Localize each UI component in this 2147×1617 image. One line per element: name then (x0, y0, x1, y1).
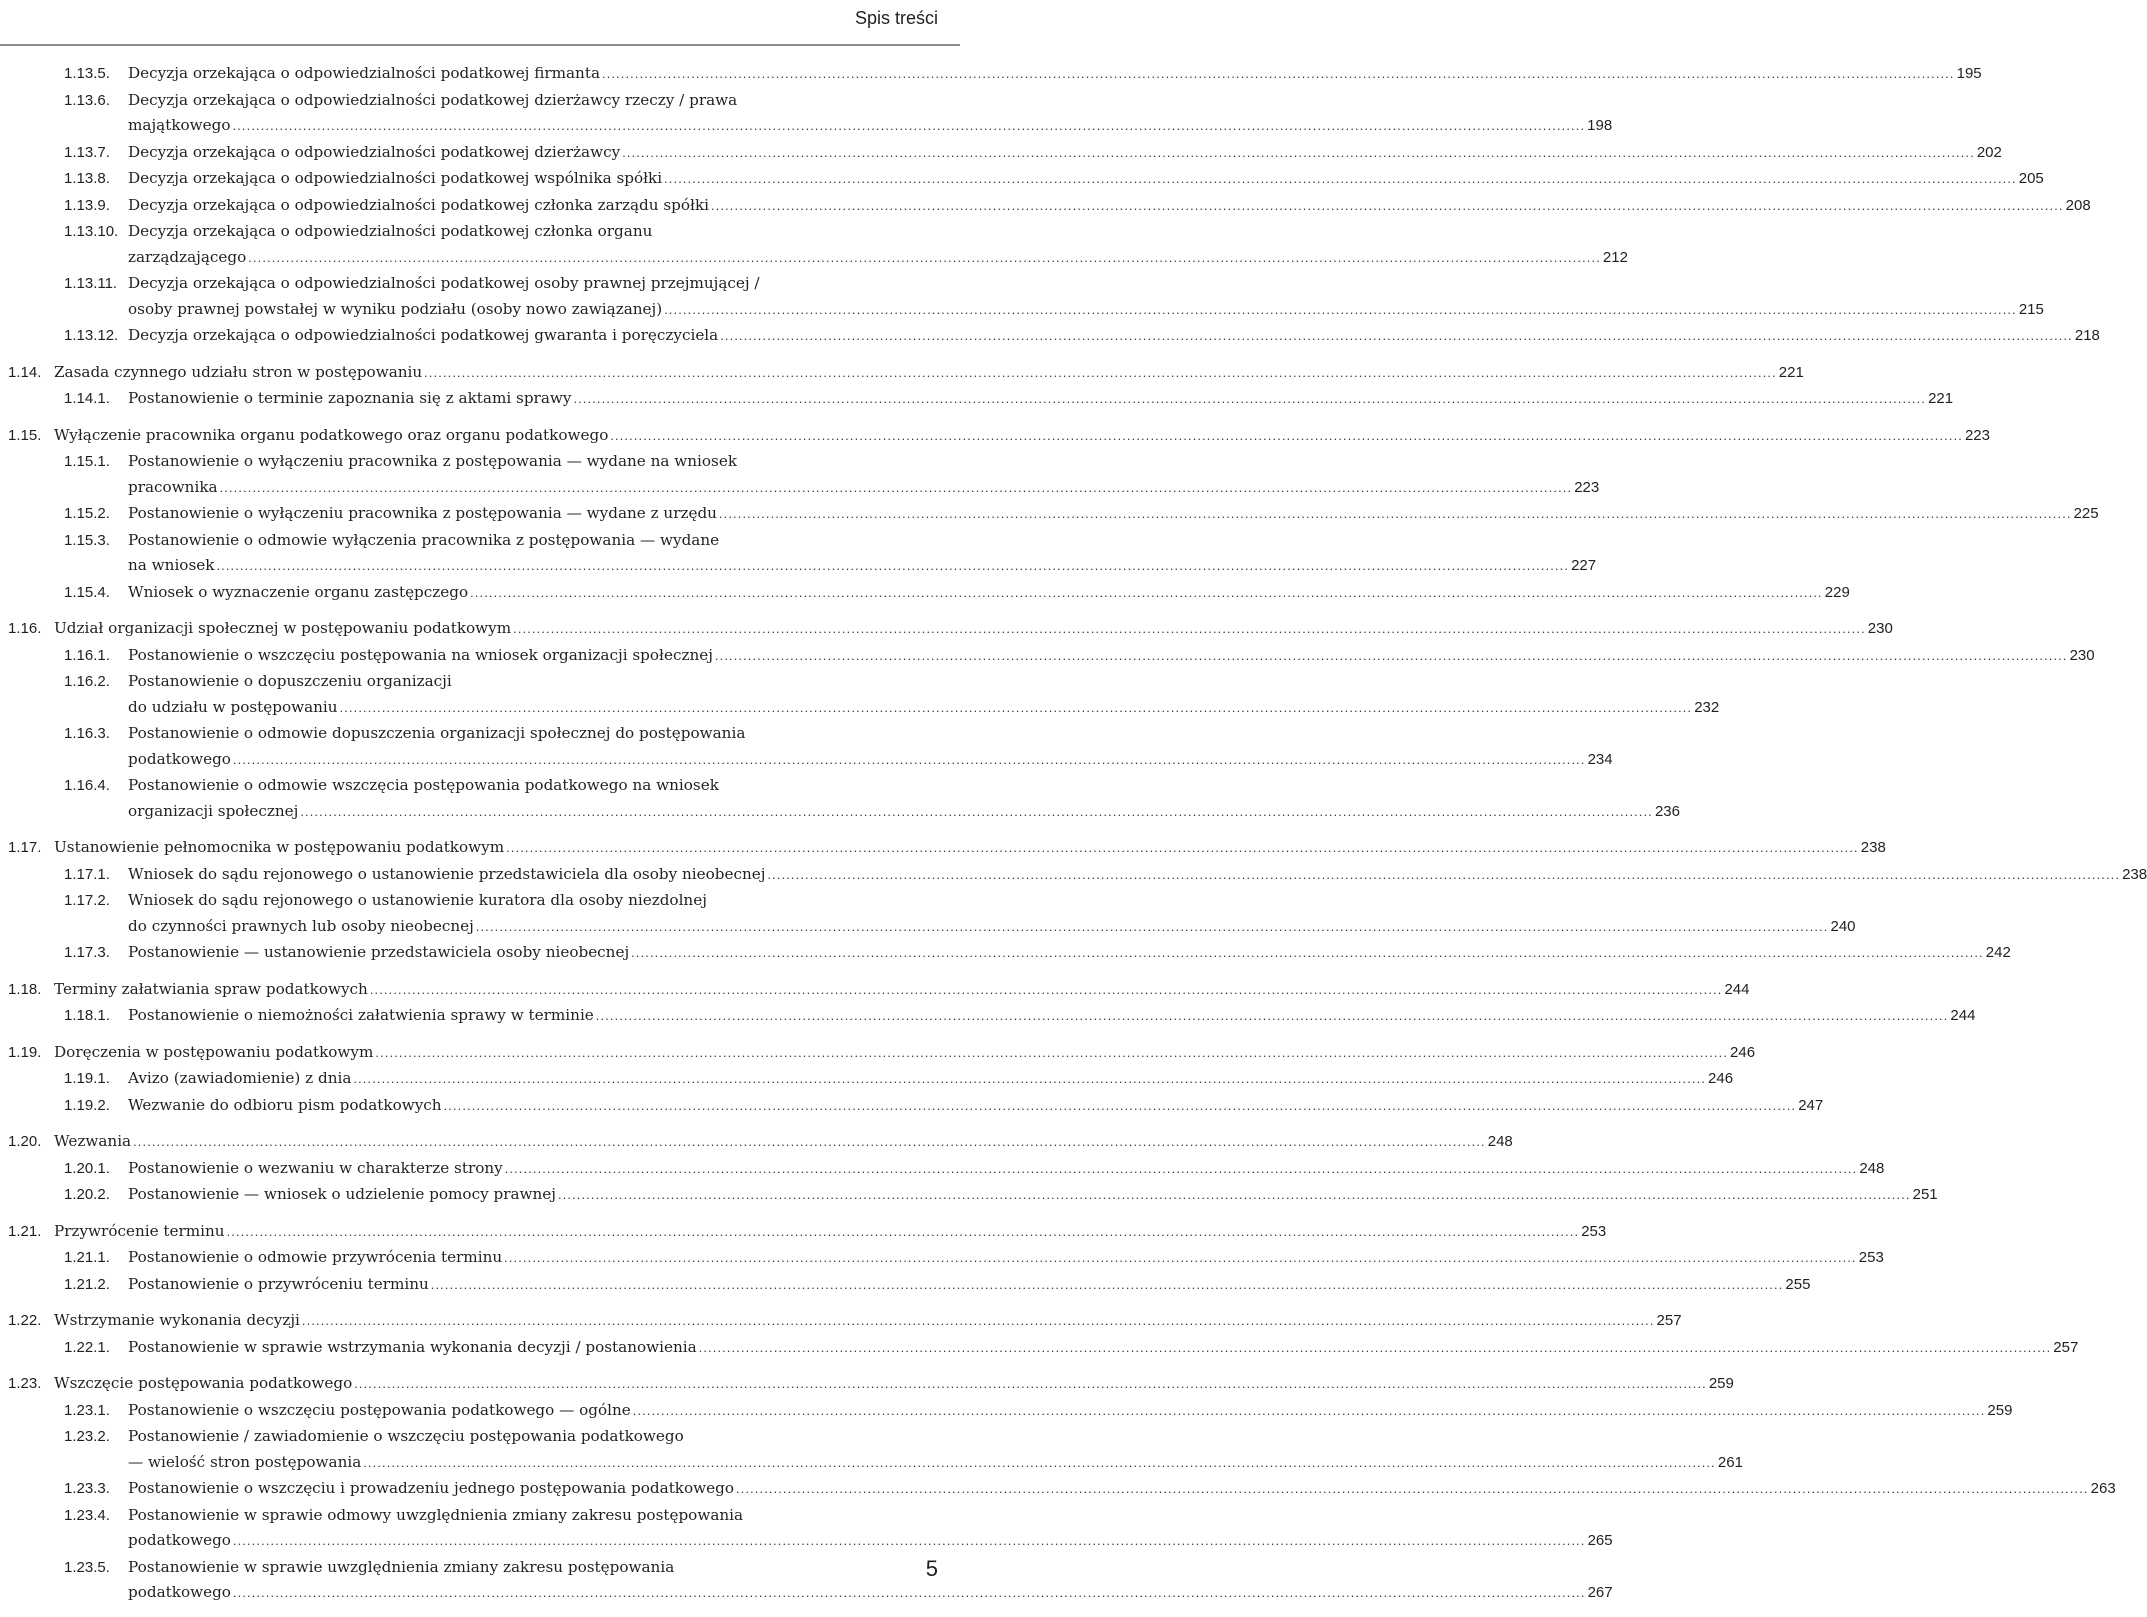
toc-entry-number: 1.19. (8, 1043, 42, 1061)
toc-entry-page: 223 (1964, 426, 1990, 444)
dot-leader (767, 863, 2120, 889)
header-rule (0, 44, 960, 46)
toc-entry-title: majątkowego (128, 116, 231, 134)
toc-entry-page: 265 (1587, 1532, 1613, 1549)
toc-entry[interactable] (0, 580, 1850, 607)
dot-leader (504, 1246, 1857, 1272)
toc-entry-page: 198 (1587, 117, 1613, 134)
toc-entry-page: 227 (1571, 557, 1597, 574)
dot-leader (133, 1130, 1486, 1156)
page-number: 5 (925, 1556, 938, 1581)
toc-entry-page: 234 (1587, 750, 1613, 768)
dot-leader (353, 1067, 1706, 1093)
toc-entry[interactable] (0, 862, 2147, 889)
toc-entry[interactable] (0, 61, 1982, 88)
toc-entry-number: 1.20. (8, 1133, 42, 1150)
toc-entry-title: Avizo (zawiadomienie) z dnia (128, 1069, 352, 1087)
toc-entry-title: Decyzja orzekająca o odpowiedzialności podatkowej członka organu (128, 222, 653, 240)
toc-entry[interactable] (0, 977, 1750, 1004)
toc-entry-number: 1.22. (8, 1312, 42, 1329)
dot-leader (631, 941, 1984, 967)
toc-entry[interactable] (0, 1003, 1976, 1030)
toc-entry-page: 238 (1860, 839, 1886, 856)
toc-entry[interactable] (0, 1503, 1613, 1555)
toc-entry-number: 1.19.1. (64, 1070, 110, 1087)
toc-entry-number: 1.15.4. (64, 583, 110, 601)
toc-entry-page: 230 (2069, 646, 2095, 664)
toc-entry[interactable] (0, 721, 1613, 773)
toc-entry-number: 1.16.3. (64, 725, 110, 742)
toc-entry-number: 1.17. (8, 839, 42, 856)
dot-leader (602, 62, 1955, 88)
toc-entry-number: 1.19.2. (64, 1096, 110, 1114)
dot-leader (216, 554, 1569, 580)
dot-leader (505, 1157, 1858, 1183)
dot-leader (300, 800, 1653, 826)
dot-leader (736, 1477, 2089, 1503)
toc-entry-title: Postanowienie o przywróceniu terminu (128, 1274, 429, 1293)
toc-entry-page: 205 (2018, 170, 2044, 187)
toc-entry-page: 251 (1912, 1186, 1938, 1203)
toc-entry[interactable] (0, 271, 2044, 323)
toc-entry-title: Postanowienie o dopuszczeniu organizacji (128, 672, 452, 690)
toc-entry-title: Postanowienie o odmowie wszczęcia postępowania podatkowego na wniosek (128, 776, 719, 794)
toc-entry-number: 1.13.12. (64, 327, 119, 344)
toc-group (0, 1040, 1824, 1120)
toc-entry-number: 1.15.1. (64, 453, 110, 470)
dot-leader (444, 1094, 1797, 1120)
toc-entry-page: 244 (1950, 1007, 1976, 1024)
toc-entry-page: 263 (2090, 1480, 2116, 1497)
dot-leader (715, 644, 2068, 670)
toc-entry-number: 1.17.1. (64, 865, 110, 883)
toc-entry-title: podatkowego (128, 749, 231, 768)
toc-entry[interactable] (0, 166, 2044, 193)
toc-entry-number: 1.15.3. (64, 531, 110, 549)
dot-leader (248, 246, 1601, 272)
toc-entry-number: 1.15.2. (64, 505, 110, 522)
toc-entry-number: 1.21.1. (64, 1249, 110, 1266)
dot-leader (227, 1220, 1580, 1246)
toc-entry[interactable] (0, 1245, 1884, 1272)
toc-entry-title: Postanowienie / zawiadomienie o wszczęciu postępowania podatkowego (128, 1427, 684, 1445)
toc-group (0, 61, 2100, 350)
toc-entry-title: Postanowienie w sprawie uwzględnienia zmiany zakresu postępowania (128, 1557, 675, 1576)
dot-leader (470, 581, 1823, 607)
toc-entry-page: 248 (1859, 1159, 1885, 1177)
toc-entry-title: Decyzja orzekająca o odpowiedzialności podatkowej gwaranta i poręczyciela (128, 326, 719, 344)
toc-entry[interactable] (0, 360, 1804, 387)
toc-entry-title: Ustanowienie pełnomocnika w postępowaniu podatkowym (54, 838, 505, 856)
toc-entry-title: Terminy załatwiania spraw podatkowych (54, 979, 368, 998)
toc-entry-title: Przywrócenie terminu (54, 1221, 225, 1240)
toc-entry-page: 259 (1708, 1375, 1734, 1392)
toc-group (0, 423, 2099, 607)
toc-entry-title: Wezwania (54, 1132, 132, 1150)
toc-entry-page: 230 (1867, 620, 1893, 637)
toc-entry-page: 255 (1785, 1275, 1811, 1293)
toc-entry-title: Wezwanie do odbioru pism podatkowych (128, 1095, 442, 1114)
toc-entry-page: 202 (1976, 143, 2002, 161)
toc-entry-title: Postanowienie o wyłączeniu pracownika z postępowania — wydane na wniosek (128, 452, 738, 470)
toc-entry-page: 236 (1654, 802, 1680, 820)
toc-entry[interactable] (0, 1335, 2079, 1362)
toc-entry-title: Postanowienie o wezwaniu w charakterze strony (128, 1158, 503, 1177)
toc-entry-page: 261 (1717, 1453, 1743, 1471)
toc-entry-page: 221 (1928, 390, 1954, 407)
toc-entry-page: 267 (1587, 1584, 1613, 1601)
toc-entry-number: 1.23.4. (64, 1506, 110, 1524)
toc-entry-title: na wniosek (128, 556, 215, 574)
toc-entry-title: Postanowienie o odmowie przywrócenia terminu (128, 1248, 503, 1266)
toc-entry-title: zarządzającego (128, 247, 247, 266)
toc-entry-page: 212 (1602, 248, 1628, 266)
toc-entry[interactable] (0, 643, 2095, 670)
toc-entry-title: Doręczenia w postępowaniu podatkowym (54, 1042, 374, 1061)
toc-entry[interactable] (0, 1476, 2116, 1503)
dot-leader (233, 114, 1586, 140)
toc-entry-number: 1.16. (8, 620, 42, 637)
toc-entry[interactable] (0, 1424, 1743, 1476)
toc-entry-number: 1.23.2. (64, 1428, 110, 1445)
running-header: Spis treści (854, 8, 938, 28)
toc-entry[interactable] (0, 1182, 1938, 1209)
toc-entry-number: 1.18. (8, 980, 42, 998)
dot-leader (719, 502, 2072, 528)
toc-entry-number: 1.13.8. (64, 170, 110, 187)
toc-group (0, 1219, 1884, 1299)
dot-leader (370, 978, 1723, 1004)
toc-entry-number: 1.13.10. (64, 223, 119, 240)
toc-entry-title: Zasada czynnego udziału stron w postępowaniu (54, 362, 423, 381)
toc-entry-page: 242 (1985, 944, 2011, 961)
toc-entry-number: 1.20.2. (64, 1186, 110, 1203)
dot-leader (506, 836, 1859, 862)
toc-entry-title: podatkowego (128, 1583, 231, 1601)
toc-entry-title: Wniosek do sądu rejonowego o ustanowienie przedstawiciela dla osoby nieobecnej (128, 864, 766, 883)
dot-leader (431, 1273, 1784, 1299)
toc-entry-page: 259 (1987, 1401, 2013, 1419)
toc-entry-title: Postanowienie w sprawie wstrzymania wykonania decyzji / postanowienia (128, 1337, 697, 1356)
toc-entry-title: Postanowienie o niemożności załatwienia sprawy w terminie (128, 1006, 594, 1024)
toc-entry[interactable] (0, 219, 1628, 271)
toc-entry-number: 1.21. (8, 1222, 42, 1240)
toc-entry[interactable] (0, 501, 2099, 528)
dot-leader (220, 476, 1573, 502)
toc-entry[interactable] (0, 1093, 1824, 1120)
toc-entry-title: Decyzja orzekająca o odpowiedzialności podatkowej wspólnika spółki (128, 169, 663, 187)
toc-entry-title: Decyzja orzekająca o odpowiedzialności podatkowej firmanta (128, 64, 600, 82)
toc-entry[interactable] (0, 1040, 1756, 1067)
toc-entry-title: Decyzja orzekająca o odpowiedzialności podatkowej członka zarządu spółki (128, 195, 710, 214)
toc-entry-page: 257 (2053, 1338, 2079, 1356)
toc-entry-number: 1.23.3. (64, 1480, 110, 1497)
toc-entry-number: 1.13.6. (64, 91, 110, 109)
toc-entry-title: Postanowienie o odmowie wyłączenia pracownika z postępowania — wydane (128, 530, 720, 549)
toc-entry-number: 1.14.1. (64, 390, 110, 407)
toc-entry[interactable] (0, 1308, 1682, 1335)
dot-leader (375, 1041, 1728, 1067)
toc-group (0, 1308, 2079, 1361)
dot-leader (664, 167, 2017, 193)
toc-entry[interactable] (0, 1272, 1811, 1299)
toc-entry-title: Postanowienie — wniosek o udzielenie pomocy prawnej (128, 1185, 556, 1203)
toc-entry[interactable] (0, 940, 2011, 967)
toc-entry-page: 253 (1858, 1249, 1884, 1266)
toc-entry-number: 1.16.4. (64, 777, 110, 794)
toc-entry-title: Wyłączenie pracownika organu podatkowego oraz organu podatkowego (54, 425, 609, 444)
toc-entry[interactable] (0, 140, 2002, 167)
toc-entry[interactable] (0, 386, 1954, 413)
dot-leader (573, 387, 1926, 413)
toc-entry-title: Wstrzymanie wykonania decyzji (54, 1311, 300, 1329)
toc-entry-title: Postanowienie o wszczęciu postępowania podatkowego — ogólne (128, 1400, 631, 1419)
toc-entry[interactable] (0, 449, 1600, 501)
toc-group (0, 360, 1954, 413)
toc-entry-number: 1.17.3. (64, 944, 110, 961)
toc-entry-page: 232 (1694, 698, 1720, 716)
toc-entry-page: 240 (1830, 917, 1856, 935)
toc-entry-title: do udziału w postępowaniu (128, 697, 338, 716)
dot-leader (610, 424, 1963, 450)
toc-entry-page: 244 (1724, 980, 1750, 998)
toc-entry[interactable] (0, 1066, 1734, 1093)
dot-leader (558, 1183, 1911, 1209)
toc-entry-number: 1.16.2. (64, 673, 110, 690)
dot-leader (302, 1309, 1655, 1335)
toc-group (0, 616, 2095, 825)
toc-entry-page: 208 (2065, 196, 2091, 214)
toc-entry[interactable] (0, 1371, 1734, 1398)
toc-entry-title: Postanowienie o wszczęciu postępowania na wniosek organizacji społecznej (128, 645, 713, 664)
toc-entry-number: 1.13.9. (64, 196, 110, 214)
toc-entry-page: 247 (1798, 1096, 1824, 1114)
toc-entry-number: 1.14. (8, 363, 42, 381)
toc-entry-title: Decyzja orzekająca o odpowiedzialności podatkowej dzierżawcy (128, 142, 621, 161)
dot-leader (233, 1529, 1586, 1555)
toc-entry-title: do czynności prawnych lub osoby nieobecnej (128, 916, 474, 935)
toc-entry-title: Wszczęcie postępowania podatkowego (54, 1374, 353, 1392)
dot-leader (664, 298, 2017, 324)
toc-entry[interactable] (0, 1555, 1613, 1607)
dot-leader (340, 696, 1693, 722)
toc-entry[interactable] (0, 669, 1720, 721)
toc-entry[interactable] (0, 88, 1613, 140)
dot-leader (711, 194, 2064, 220)
toc-group (0, 835, 2147, 967)
toc-entry-title: Postanowienie o wszczęciu i prowadzeniu jednego postępowania podatkowego (128, 1479, 735, 1497)
toc-entry-title: Postanowienie o terminie zapoznania się z aktami sprawy (128, 389, 572, 407)
toc-entry[interactable] (0, 1219, 1607, 1246)
toc-entry-number: 1.23. (8, 1375, 42, 1392)
toc-entry[interactable] (0, 773, 1680, 825)
toc-entry-title: pracownika (128, 477, 218, 496)
toc-entry-page: 238 (2122, 865, 2147, 883)
dot-leader (424, 361, 1777, 387)
toc-entry-title: Postanowienie w sprawie odmowy uwzględnienia zmiany zakresu postępowania (128, 1505, 744, 1524)
toc-group (0, 1371, 2116, 1607)
toc-entry-title: Wniosek o wyznaczenie organu zastępczego (128, 582, 469, 601)
toc-entry[interactable] (0, 423, 1990, 450)
toc-entry[interactable] (0, 1398, 2013, 1425)
toc-entry-title: organizacji społecznej (128, 801, 299, 820)
toc-entry[interactable] (0, 835, 1886, 862)
toc-entry-number: 1.13.5. (64, 65, 110, 82)
toc-entry-number: 1.13.7. (64, 143, 110, 161)
dot-leader (233, 1581, 1586, 1607)
dot-leader (699, 1336, 2052, 1362)
toc-entry[interactable] (0, 323, 2100, 350)
dot-leader (720, 324, 2073, 350)
dot-leader (476, 915, 1829, 941)
toc-entry-title: podatkowego (128, 1531, 231, 1549)
toc-entry-page: 246 (1708, 1070, 1734, 1087)
toc-entry-number: 1.17.2. (64, 892, 110, 909)
dot-leader (633, 1399, 1986, 1425)
toc-entry[interactable] (0, 1156, 1885, 1183)
toc-entry-title: — wielość stron postępowania (128, 1452, 362, 1471)
dot-leader (233, 748, 1586, 774)
toc-entry[interactable] (0, 888, 1856, 940)
toc-entry-title: Postanowienie o odmowie dopuszczenia organizacji społecznej do postępowania (128, 724, 746, 742)
toc-entry-number: 1.16.1. (64, 646, 110, 664)
toc-entry-page: 215 (2018, 300, 2044, 318)
toc-group (0, 977, 1976, 1030)
toc-entry-title: Decyzja orzekająca o odpowiedzialności podatkowej dzierżawcy rzeczy / prawa (128, 90, 738, 109)
toc-group (0, 1129, 1938, 1209)
toc-entry-number: 1.21.2. (64, 1275, 110, 1293)
toc-entry[interactable] (0, 1129, 1513, 1156)
toc-entry-page: 248 (1487, 1133, 1513, 1150)
dot-leader (354, 1372, 1707, 1398)
toc-entry-number: 1.13.11. (64, 275, 118, 292)
table-of-contents (0, 61, 2147, 1617)
toc-entry[interactable] (0, 616, 1893, 643)
toc-entry-title: osoby prawnej powstałej w wyniku podziału (osoby nowo zawiązanej) (128, 299, 663, 318)
toc-entry-number: 1.23.1. (64, 1401, 110, 1419)
toc-entry-title: Decyzja orzekająca o odpowiedzialności podatkowej osoby prawnej przejmującej / (128, 274, 760, 292)
toc-entry-page: 246 (1730, 1043, 1756, 1061)
dot-leader (622, 141, 1975, 167)
toc-entry-page: 229 (1824, 583, 1850, 601)
toc-entry-page: 225 (2073, 505, 2099, 522)
toc-entry-page: 195 (1956, 65, 1982, 82)
toc-entry-page: 221 (1778, 363, 1804, 381)
toc-entry-title: Postanowienie — ustanowienie przedstawiciela osoby nieobecnej (128, 943, 630, 961)
toc-entry-title: Udział organizacji społecznej w postępowaniu podatkowym (54, 619, 512, 637)
toc-entry-number: 1.18.1. (64, 1007, 110, 1024)
toc-entry[interactable] (0, 193, 2091, 220)
toc-entry-number: 1.20.1. (64, 1159, 110, 1177)
dot-leader (596, 1004, 1949, 1030)
toc-entry-page: 257 (1656, 1312, 1682, 1329)
toc-entry-page: 218 (2074, 327, 2100, 344)
toc-entry[interactable] (0, 528, 1597, 580)
toc-entry-number: 1.15. (8, 426, 42, 444)
toc-entry-page: 223 (1574, 478, 1600, 496)
dot-leader (513, 617, 1866, 643)
toc-entry-page: 253 (1581, 1222, 1607, 1240)
toc-entry-title: Wniosek do sądu rejonowego o ustanowienie kuratora dla osoby niezdolnej (128, 891, 707, 909)
dot-leader (363, 1451, 1716, 1477)
toc-entry-title: Postanowienie o wyłączeniu pracownika z postępowania — wydane z urzędu (128, 504, 717, 522)
toc-entry-number: 1.22.1. (64, 1338, 110, 1356)
toc-entry-number: 1.23.5. (64, 1558, 110, 1576)
